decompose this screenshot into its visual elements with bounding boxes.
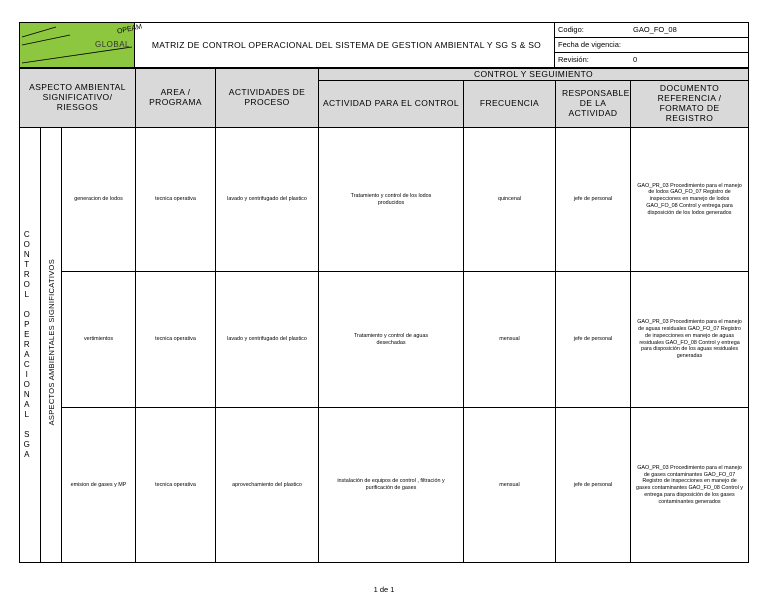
side-label-letter: I: [25, 370, 29, 379]
aspecto-cell: generacion de lodos: [62, 128, 136, 272]
page-number: 1 de 1: [373, 585, 395, 594]
codigo-label: Codigo:: [558, 25, 584, 34]
vigencia-label: Fecha de vigencia:: [558, 40, 621, 49]
side-label-letter: T: [24, 260, 30, 269]
revision-row: [555, 53, 748, 67]
control-matrix-table: [19, 68, 749, 563]
area-cell: tecnica operativa: [136, 408, 216, 563]
frecuencia-cell: quincenal: [464, 128, 556, 272]
side-label-letter: O: [23, 240, 31, 249]
control-operacional-label: [20, 230, 34, 460]
col-responsable-header: RESPONSABLE DE LA ACTIVIDAD: [556, 81, 631, 128]
col-frecuencia-header: FRECUENCIA: [464, 81, 556, 128]
side-label-letter: L: [24, 410, 30, 419]
control-group-header: CONTROL Y SEGUIMIENTO: [319, 69, 749, 81]
responsable-cell: jefe de personal: [556, 128, 631, 272]
actividad-cell: lavado y centrifugado del plastico: [216, 128, 319, 272]
title-block: [19, 22, 749, 68]
side-label-letter: O: [23, 310, 31, 319]
revision-value: 0: [633, 55, 638, 64]
side-label-letter: O: [23, 280, 31, 289]
side-label-letter: G: [23, 440, 31, 449]
codigo-value: GAO_FO_08: [633, 25, 677, 34]
side-label-letter: A: [24, 450, 30, 459]
col-aspecto-header: ASPECTO AMBIENTAL SIGNIFICATIVO/ RIESGOS: [20, 69, 136, 128]
side-label-letter: E: [24, 330, 30, 339]
control-cell: Tratamiento y control de aguas desechadas: [319, 272, 464, 408]
col-area-header: AREA / PROGRAMA: [136, 69, 216, 128]
side-label-letter: A: [24, 400, 30, 409]
table-row: [20, 128, 749, 272]
area-cell: tecnica operativa: [136, 272, 216, 408]
revision-label: Revisión:: [558, 55, 589, 64]
side-label-letter: [20, 300, 34, 310]
side-label-letter: A: [24, 350, 30, 359]
side-label-letter: N: [23, 250, 31, 259]
table-row: [20, 408, 749, 563]
vigencia-row: [555, 38, 748, 53]
area-cell: tecnica operativa: [136, 128, 216, 272]
frecuencia-cell: mensual: [464, 408, 556, 563]
side-label-letter: P: [24, 320, 30, 329]
col-actividades-header: ACTIVIDADES DE PROCESO: [216, 69, 319, 128]
side-label-letter: C: [23, 230, 31, 239]
side-label-letter: [20, 420, 34, 430]
responsable-cell: jefe de personal: [556, 272, 631, 408]
documento-cell: GAO_PR_03 Procedimiento para el manejo de gases contaminantes GAO_FO_07 Registro de inspecciones en manejo de gases contaminantes GAO_FO_08 Control y entrega para disposición de los gases contaminantes generados: [631, 408, 749, 563]
side-label-letter: C: [23, 360, 31, 369]
actividad-cell: aprovechamiento del plastico: [216, 408, 319, 563]
aspecto-cell: vertimientos: [62, 272, 136, 408]
side-label-letter: R: [23, 270, 31, 279]
control-cell: Tratamiento y control de los lodos producidos: [319, 128, 464, 272]
documento-cell: GAO_PR_03 Procedimiento para el manejo de lodos GAO_FO_07 Registro de inspecciones en manejo de lodos GAO_FO_08 Control y entrega para disposición de los lodos generados: [631, 128, 749, 272]
responsable-cell: jefe de personal: [556, 408, 631, 563]
logo-overlay-text: OPEAM: [116, 23, 143, 36]
table-row: [20, 272, 749, 408]
aspectos-significativos-label: ASPECTOS AMBIENTALES SIGNIFICATIVOS: [46, 259, 56, 426]
side-label-letter: S: [24, 430, 30, 439]
aspecto-cell: emision de gases y MP: [62, 408, 136, 563]
side-label-aspectos: [41, 128, 62, 563]
side-label-letter: O: [23, 380, 31, 389]
document-title: MATRIZ DE CONTROL OPERACIONAL DEL SISTEMA DE GESTION AMBIENTAL Y SG S & SO: [135, 23, 555, 68]
side-label-letter: N: [23, 390, 31, 399]
codigo-row: [555, 23, 748, 38]
col-documento-header: DOCUMENTO REFERENCIA / FORMATO DE REGISTRO: [631, 81, 749, 128]
actividad-cell: lavado y centrifugado del plastico: [216, 272, 319, 408]
frecuencia-cell: mensual: [464, 272, 556, 408]
side-label-letter: R: [23, 340, 31, 349]
col-actividad-control-header: ACTIVIDAD PARA EL CONTROL: [319, 81, 464, 128]
documento-cell: GAO_PR_03 Procedimiento para el manejo de aguas residuales GAO_FO_07 Registro de inspecciones en manejo de aguas residuales GAO_FO_08 Control y entrega para disposición de los aguas residuales generadas: [631, 272, 749, 408]
logo-text: GLOBAL: [94, 40, 130, 49]
side-label-control: [20, 128, 41, 563]
control-cell: instalación de equipos de control , filtración y purificación de gases: [319, 408, 464, 563]
company-logo: [20, 23, 143, 68]
document-meta: [555, 23, 749, 68]
side-label-letter: L: [24, 290, 30, 299]
